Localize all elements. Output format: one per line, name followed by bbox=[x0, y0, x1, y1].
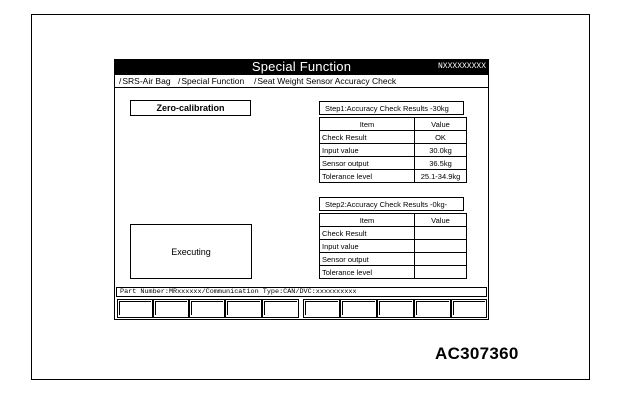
executing-status-box: Executing bbox=[130, 224, 252, 279]
tab-seat-weight-sensor-check[interactable]: / Seat Weight Sensor Accuracy Check bbox=[252, 76, 398, 87]
function-key-10[interactable] bbox=[451, 299, 487, 318]
table-row bbox=[320, 144, 467, 157]
function-key-5[interactable] bbox=[262, 299, 299, 318]
row-item: Sensor output bbox=[320, 253, 415, 266]
zero-calibration-button[interactable]: Zero-calibration bbox=[130, 100, 251, 116]
function-key-2[interactable] bbox=[153, 299, 189, 318]
table-header-row bbox=[320, 214, 467, 227]
table-row bbox=[320, 240, 467, 253]
row-item: Tolerance level bbox=[320, 266, 415, 279]
row-value: 25.1-34.9kg bbox=[415, 170, 467, 183]
function-key-bar bbox=[115, 298, 488, 319]
step1-results-table bbox=[319, 117, 467, 183]
row-value: 30.0kg bbox=[415, 144, 467, 157]
table-row bbox=[320, 253, 467, 266]
row-item: Input value bbox=[320, 240, 415, 253]
table-row bbox=[320, 227, 467, 240]
step2-panel bbox=[319, 197, 464, 279]
row-item: Tolerance level bbox=[320, 170, 415, 183]
tab-underline bbox=[115, 87, 488, 88]
function-key-6[interactable] bbox=[303, 299, 340, 318]
row-item: Input value bbox=[320, 144, 415, 157]
header-value: Value bbox=[415, 214, 467, 227]
scan-tool-screen bbox=[114, 59, 489, 320]
table-row bbox=[320, 131, 467, 144]
row-value bbox=[415, 253, 467, 266]
row-value bbox=[415, 240, 467, 253]
window-title: Special Function bbox=[251, 59, 352, 74]
row-item: Check Result bbox=[320, 227, 415, 240]
row-value bbox=[415, 227, 467, 240]
header-item: Item bbox=[320, 214, 415, 227]
step2-results-table bbox=[319, 213, 467, 279]
table-row bbox=[320, 157, 467, 170]
tab-srs-air-bag[interactable]: / SRS-Air Bag bbox=[117, 76, 173, 87]
step2-title: Step2:Accuracy Check Results -0kg- bbox=[319, 197, 464, 211]
function-key-7[interactable] bbox=[340, 299, 377, 318]
row-item: Check Result bbox=[320, 131, 415, 144]
header-item: Item bbox=[320, 118, 415, 131]
step1-title: Step1:Accuracy Check Results -30kg bbox=[319, 101, 464, 115]
tab-special-function[interactable]: / Special Function bbox=[176, 76, 246, 88]
row-value: 36.5kg bbox=[415, 157, 467, 170]
figure-code: AC307360 bbox=[435, 344, 519, 363]
step1-panel bbox=[319, 101, 464, 183]
row-value bbox=[415, 266, 467, 279]
function-key-9[interactable] bbox=[414, 299, 451, 318]
function-key-1[interactable] bbox=[117, 299, 153, 318]
function-key-8[interactable] bbox=[377, 299, 414, 318]
status-bar: Part Number:MRxxxxxx/Communication Type:CAN/DVC:xxxxxxxxxx bbox=[116, 287, 487, 297]
device-code: NXXXXXXXXX bbox=[437, 62, 486, 71]
title-bar bbox=[115, 60, 488, 75]
table-row bbox=[320, 266, 467, 279]
function-key-3[interactable] bbox=[189, 299, 225, 318]
table-row bbox=[320, 170, 467, 183]
row-value: OK bbox=[415, 131, 467, 144]
row-item: Sensor output bbox=[320, 157, 415, 170]
function-key-4[interactable] bbox=[225, 299, 262, 318]
header-value: Value bbox=[415, 118, 467, 131]
table-header-row bbox=[320, 118, 467, 131]
